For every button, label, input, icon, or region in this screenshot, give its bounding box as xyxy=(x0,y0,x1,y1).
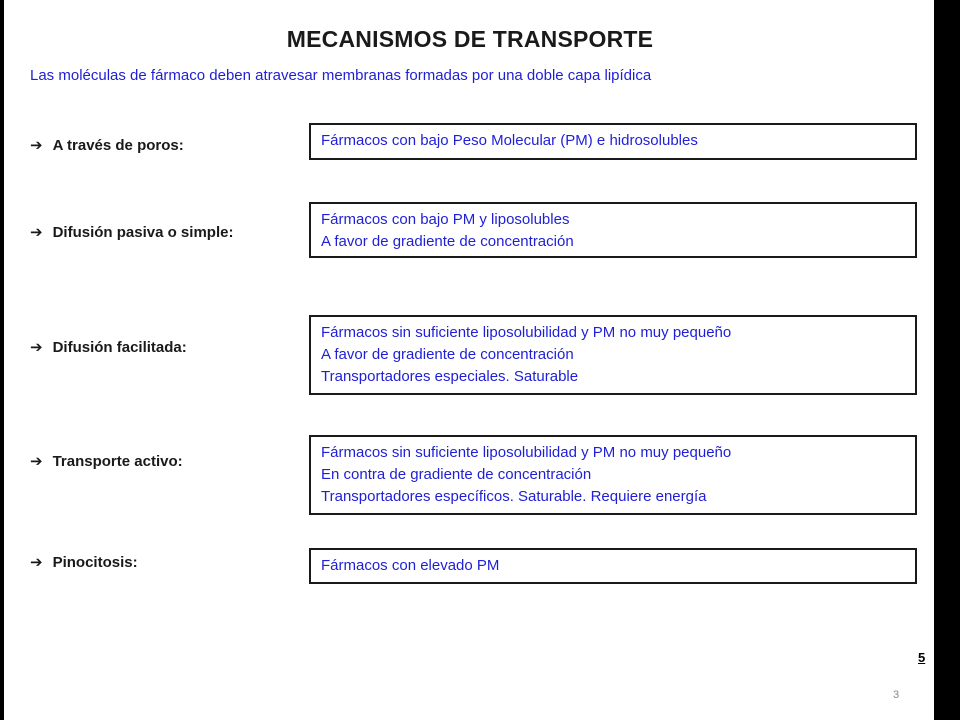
box-line: Fármacos sin suficiente liposolubilidad y PM no muy pequeño xyxy=(321,444,732,461)
arrow-icon: ➔ xyxy=(30,137,43,154)
description-box-difusion-facilitada xyxy=(309,315,917,395)
row-label-pinocitosis xyxy=(30,553,138,571)
box-line: A favor de gradiente de concentración xyxy=(321,346,574,363)
box-line: Transportadores especiales. Saturable xyxy=(321,368,579,385)
row-label-text: Difusión pasiva o simple: xyxy=(52,223,234,241)
right-border xyxy=(934,0,960,720)
row-label-text: Transporte activo: xyxy=(52,452,183,470)
box-line: En contra de gradiente de concentración xyxy=(321,466,592,483)
arrow-icon: ➔ xyxy=(30,224,43,241)
description-box-pinocitosis xyxy=(309,548,917,584)
page-link[interactable]: 5 xyxy=(918,650,926,665)
box-line: A favor de gradiente de concentración xyxy=(321,233,574,250)
box-line: Fármacos con bajo Peso Molecular (PM) e hidrosolubles xyxy=(321,132,698,149)
row-label-difusion-pasiva xyxy=(30,223,233,241)
row-label-text: Difusión facilitada: xyxy=(52,338,187,356)
box-line: Fármacos con elevado PM xyxy=(321,557,500,574)
box-line: Fármacos sin suficiente liposolubilidad y PM no muy pequeño xyxy=(321,324,732,341)
slide-subtitle: Las moléculas de fármaco deben atravesar membranas formadas por una doble capa lipídica xyxy=(30,67,652,84)
box-line: Fármacos con bajo PM y liposolubles xyxy=(321,211,570,228)
row-label-text: A través de poros: xyxy=(52,136,184,154)
arrow-icon: ➔ xyxy=(30,453,43,470)
left-border xyxy=(0,0,4,720)
page-number: 3 xyxy=(893,689,900,701)
box-line: Transportadores específicos. Saturable. Requiere energía xyxy=(321,488,707,505)
row-label-text: Pinocitosis: xyxy=(52,553,138,571)
row-label-poros xyxy=(30,136,184,154)
description-box-poros xyxy=(309,123,917,160)
slide-title: MECANISMOS DE TRANSPORTE xyxy=(286,26,654,52)
row-label-transporte-activo xyxy=(30,452,183,470)
row-label-difusion-facilitada xyxy=(30,338,187,356)
arrow-icon: ➔ xyxy=(30,339,43,356)
arrow-icon: ➔ xyxy=(30,554,43,571)
description-box-transporte-activo xyxy=(309,435,917,515)
description-box-difusion-pasiva xyxy=(309,202,917,258)
